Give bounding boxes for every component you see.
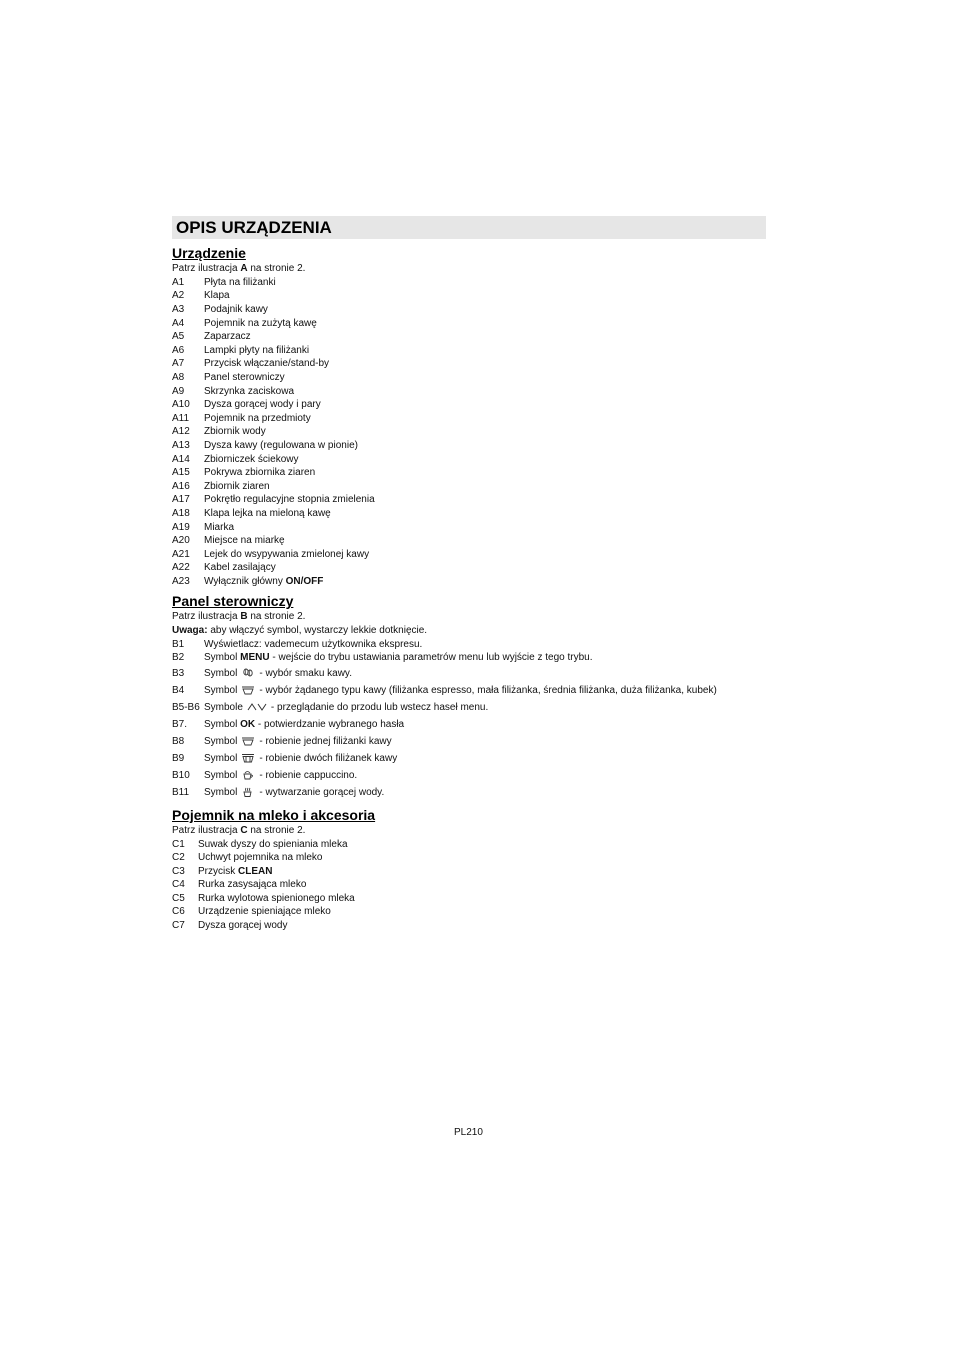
item-code: C2 <box>172 852 185 864</box>
list-item <box>172 493 766 507</box>
list-item <box>172 412 766 426</box>
panel-symbols-list <box>172 637 766 800</box>
item-code: B11 <box>172 786 190 798</box>
item-code: C1 <box>172 838 185 850</box>
item-code: A12 <box>172 426 190 438</box>
list-item <box>172 466 766 480</box>
milk-reference <box>172 824 766 838</box>
list-item <box>172 344 766 358</box>
item-text: Urządzenie spieniające mleko <box>198 906 331 918</box>
item-text: Panel sterowniczy <box>204 372 285 384</box>
document-content <box>172 216 766 932</box>
list-item <box>172 919 766 933</box>
item-code: A19 <box>172 521 190 533</box>
item-code: A20 <box>172 535 190 547</box>
section-heading-milk: Pojemnik na mleko i akcesoria <box>172 806 376 823</box>
list-item <box>172 303 766 317</box>
item-pre: Symbol <box>204 769 238 781</box>
item-code: B2 <box>172 652 185 664</box>
list-item <box>172 384 766 398</box>
item-text: Pokrywa zbiornika ziaren <box>204 467 316 479</box>
item-text <box>198 866 272 877</box>
item-text: Podajnik kawy <box>204 304 268 316</box>
list-item <box>172 547 766 561</box>
item-code: A7 <box>172 358 185 370</box>
item-code: A15 <box>172 467 190 479</box>
ref-letter: A <box>240 263 248 274</box>
item-code: A2 <box>172 290 185 302</box>
list-item <box>172 371 766 385</box>
milk-parts-list <box>172 837 766 878</box>
item-post: - wybór smaku kawy. <box>259 667 352 679</box>
list-item <box>172 665 766 682</box>
item-code: A1 <box>172 276 185 288</box>
cappuccino-icon <box>241 770 255 780</box>
item-post: - robienie dwóch filiżanek kawy <box>259 752 398 764</box>
item-text: Suwak dyszy do spieniania mleka <box>198 838 348 850</box>
item-code: C6 <box>172 906 185 918</box>
item-code: C5 <box>172 892 185 904</box>
item-code: B3 <box>172 667 185 679</box>
item-code: A11 <box>172 412 190 424</box>
list-item <box>172 637 766 651</box>
item-text: Klapa <box>204 290 230 302</box>
item-text: Uchwyt pojemnika na mleko <box>198 852 323 864</box>
section-heading-device: Urządzenie <box>172 245 246 261</box>
item-pre: Symbol <box>204 652 238 664</box>
item-code: A21 <box>172 548 190 560</box>
item-pre: Symbole <box>204 701 243 713</box>
item-code: A16 <box>172 480 190 492</box>
item-pre: Symbol <box>204 735 238 747</box>
item-text: Pojemnik na zużytą kawę <box>204 317 317 329</box>
item-text: Pokrętło regulacyjne stopnia zmielenia <box>204 494 375 506</box>
item-post: - robienie cappuccino. <box>259 769 358 781</box>
item-post: - wejście do trybu ustawiania parametrów menu lub wyjście z tego trybu. <box>272 652 593 664</box>
item-post: - potwierdzanie wybranego hasła <box>257 718 405 730</box>
item-text: Lampki płyty na filiżanki <box>204 344 310 356</box>
item-code: B4 <box>172 684 185 696</box>
list-item <box>172 837 766 851</box>
item-code: A9 <box>172 385 185 397</box>
item-post: - przeglądanie do przodu lub wstecz haseł menu. <box>270 701 489 713</box>
item-text: Zbiornik ziaren <box>204 480 270 492</box>
list-item <box>172 892 766 906</box>
panel-reference <box>172 610 766 624</box>
ref-text: Patrz ilustracja <box>172 611 241 623</box>
item-text: Dysza gorącej wody i pary <box>204 399 321 411</box>
item-post: - wybór żądanego typu kawy (filiżanka espresso, mała filiżanka, średnia filiżanka, duża filiżanka, kubek) <box>259 684 717 696</box>
item-text: Skrzynka zaciskowa <box>204 385 295 397</box>
page-number: PL210 <box>454 1127 483 1138</box>
item-text: Zbiorniczek ściekowy <box>204 453 299 465</box>
item-code: A3 <box>172 304 185 316</box>
item-code: A13 <box>172 440 190 452</box>
item-pre: Symbol <box>204 786 238 798</box>
note-text: aby włączyć symbol, wystarczy lekkie dotknięcie. <box>207 624 428 636</box>
item-text: Płyta na filiżanki <box>204 276 276 288</box>
item-code: C4 <box>172 879 185 891</box>
list-item <box>172 750 766 767</box>
list-item <box>172 575 766 589</box>
list-item <box>172 733 766 750</box>
item-pre: Symbol <box>204 667 238 679</box>
item-code: A10 <box>172 399 190 411</box>
item-label: Przycisk <box>198 865 238 877</box>
item-code: B8 <box>172 735 185 747</box>
list-item <box>172 864 766 878</box>
list-item <box>172 905 766 919</box>
item-code: B7. <box>172 718 188 730</box>
hot-water-icon <box>241 787 255 797</box>
item-pre: Symbol <box>204 718 238 730</box>
list-item <box>172 425 766 439</box>
item-code: A14 <box>172 453 190 465</box>
list-item <box>172 878 766 892</box>
item-code: B9 <box>172 752 185 764</box>
list-item <box>172 276 766 290</box>
ref-letter: B <box>240 611 248 623</box>
list-item <box>172 699 766 716</box>
page-title: OPIS URZĄDZENIA <box>172 216 766 239</box>
item-text: Rurka wylotowa spienionego mleka <box>198 892 355 904</box>
device-parts-list <box>172 276 766 575</box>
ref-text: na stronie 2. <box>247 824 306 836</box>
item-code: C3 <box>172 865 185 877</box>
ref-text: Patrz ilustracja <box>172 263 241 274</box>
list-item <box>172 534 766 548</box>
list-item <box>172 851 766 865</box>
list-item <box>172 716 766 733</box>
panel-note <box>172 624 766 638</box>
item-code: A23 <box>172 575 190 587</box>
list-item <box>172 520 766 534</box>
item-bold: OK <box>240 718 256 730</box>
cup-size-icon <box>241 685 255 695</box>
item-post: - robienie jednej filiżanki kawy <box>259 735 392 747</box>
item-bold: ON/OFF <box>285 575 324 587</box>
item-text: Pojemnik na przedmioty <box>204 412 311 424</box>
list-item <box>172 452 766 466</box>
two-cups-icon <box>241 753 255 763</box>
ref-text: na stronie 2. <box>247 611 306 623</box>
section-heading-panel: Panel sterowniczy <box>172 593 294 610</box>
list-item <box>172 480 766 494</box>
list-item <box>172 357 766 371</box>
one-cup-icon <box>241 736 255 746</box>
item-code: A18 <box>172 507 190 519</box>
item-text: Kabel zasilający <box>204 562 276 574</box>
item-code: B10 <box>172 769 190 781</box>
list-item <box>172 398 766 412</box>
item-label: Wyłącznik główny <box>204 575 286 587</box>
up-down-arrows-icon <box>247 702 267 712</box>
list-item <box>172 651 766 665</box>
item-code: A6 <box>172 344 185 356</box>
item-text: Zbiornik wody <box>204 426 266 438</box>
item-text: Zaparzacz <box>204 331 251 343</box>
list-item <box>172 289 766 303</box>
list-item <box>172 330 766 344</box>
item-text: Miarka <box>204 521 235 533</box>
item-text: Miejsce na miarkę <box>204 535 285 547</box>
item-text: Dysza kawy (regulowana w pionie) <box>204 440 358 452</box>
note-label: Uwaga: <box>172 624 208 636</box>
item-text: Klapa lejka na mieloną kawę <box>204 507 331 519</box>
list-item <box>172 767 766 784</box>
item-bold: MENU <box>240 652 270 664</box>
ref-letter: C <box>240 824 248 836</box>
item-code: A5 <box>172 331 185 343</box>
item-pre: Symbol <box>204 752 238 764</box>
item-code: A22 <box>172 562 190 574</box>
list-item <box>172 439 766 453</box>
item-code: A17 <box>172 494 190 506</box>
item-text: Wyświetlacz: vademecum użytkownika ekspresu. <box>204 638 423 650</box>
list-item <box>172 316 766 330</box>
ref-text: Patrz ilustracja <box>172 824 241 836</box>
item-code: A4 <box>172 317 185 329</box>
item-post: - wytwarzanie gorącej wody. <box>259 786 385 798</box>
item-pre: Symbol <box>204 684 238 696</box>
ref-text: na stronie 2. <box>247 263 306 274</box>
item-text: Lejek do wsypywania zmielonej kawy <box>204 548 370 560</box>
list-item <box>172 507 766 521</box>
device-reference <box>172 262 766 276</box>
item-code: C7 <box>172 920 185 932</box>
list-item <box>172 682 766 699</box>
list-item <box>172 784 766 801</box>
item-code: A8 <box>172 372 185 384</box>
item-text: Przycisk włączanie/stand-by <box>204 358 330 370</box>
item-text <box>204 576 323 587</box>
coffee-beans-icon <box>241 668 255 678</box>
item-text: Dysza gorącej wody <box>198 920 288 932</box>
item-text: Rurka zasysająca mleko <box>198 879 307 891</box>
item-code: B5-B6 <box>172 701 200 713</box>
item-code: B1 <box>172 638 185 650</box>
list-item <box>172 561 766 575</box>
item-bold: CLEAN <box>238 865 273 877</box>
milk-parts-list-rest <box>172 878 766 932</box>
